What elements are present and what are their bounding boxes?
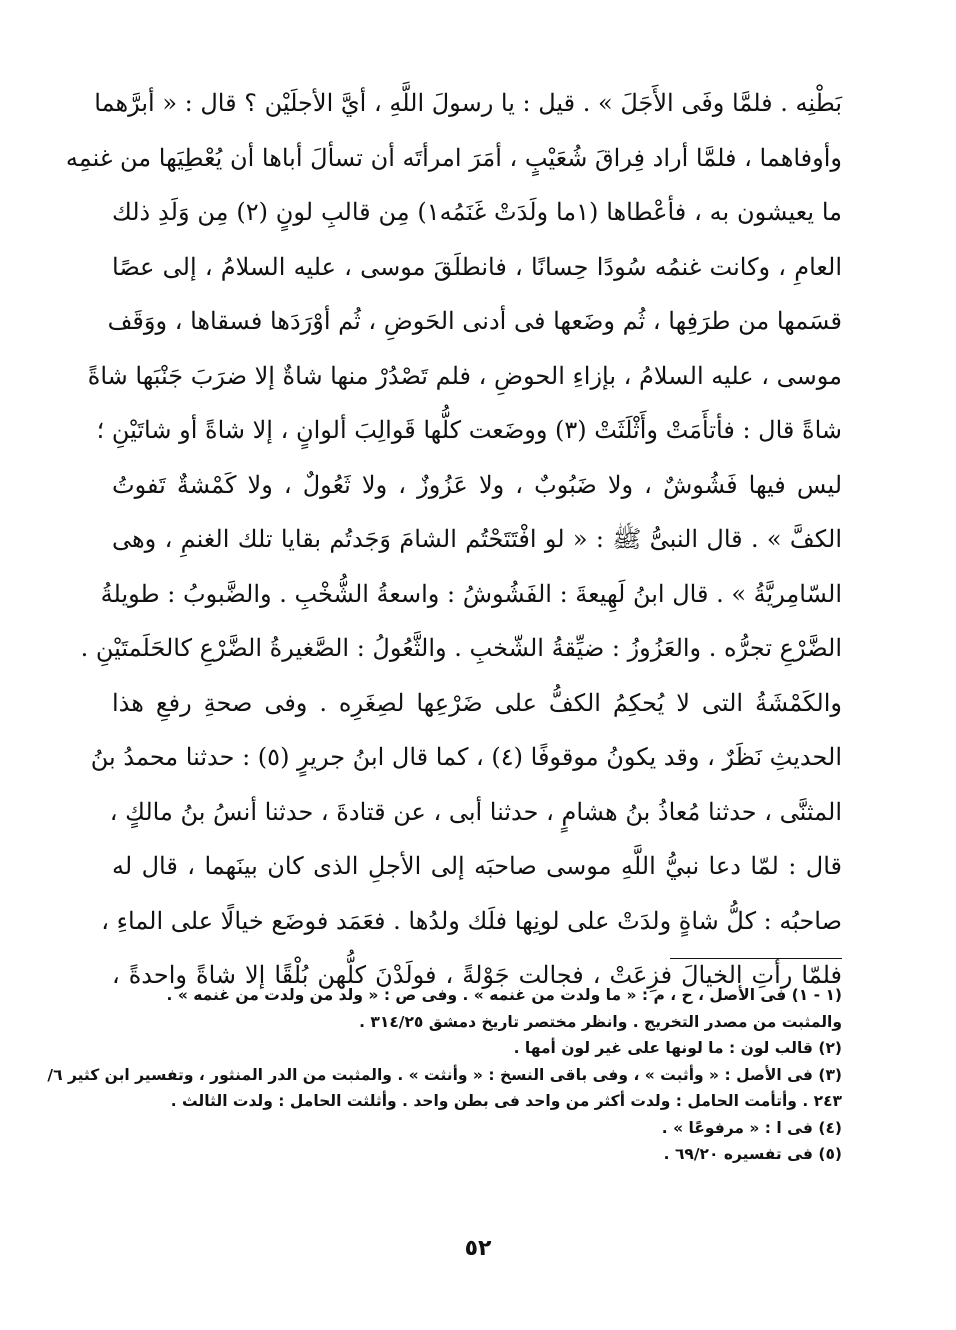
text-line: الحديثِ نَظَرٌ ، وقد يكونُ موقوفًا (٤) ، كما قال ابنُ جريرٍ (٥) : حدثنا محمدُ بنُ bbox=[90, 743, 842, 771]
main-text bbox=[65, 76, 842, 1003]
text-line: موسى ، عليه السلامُ ، بإزاءِ الحوضِ ، فلم تَصْدُرْ منها شاةٌ إلا ضرَبَ جَنْبَها شاةً bbox=[87, 361, 842, 390]
text-line: شاةً قال : فأتأَمَتْ وأَثْلَثَتْ (٣) ووضَعت كلُّها قَوالِبَ ألوانٍ ، إلا شاةً أو شاتَيْنِ ؛ bbox=[96, 416, 842, 444]
text-line: السّامِريَّةُ » . قال ابنُ لَهِيعةَ : الفَشُوشُ : واسعةُ الشُّخْبِ . والضَّبوبُ : طويلةُ bbox=[100, 579, 842, 608]
text-line: بَطْنِه . فلمَّا وفَى الأَجَلَ » . قيل : يا رسولَ اللَّهِ ، أيَّ الأجلَيْن ؟ قال : « أبرَّهما bbox=[94, 89, 842, 117]
footnote-line: والمثبت من مصدر التخريج . وانظر مختصر تاريخ دمشق ٣١٤/٢٥ . bbox=[359, 1012, 842, 1031]
footnote-line: (١ - ١) فى الأصل ، ح ، م : « ما ولدت من غنمه » . وفى ص : « ولد من ولدت من غنمه » . bbox=[166, 986, 842, 1004]
text-line: المثنَّى ، حدثنا مُعاذُ بنُ هشامٍ ، حدثنا أبى ، عن قتادةَ ، حدثنا أنسُ بنُ مالكٍ ، bbox=[109, 797, 842, 826]
text-line: فلمّا رأتِ الخيالَ فزِعَتْ ، فجالت جَوْلةً ، فولَدْنَ كلُّهن بُلْقًا إلا شاةً واحدةً ، bbox=[112, 961, 842, 989]
text-line: الضَّرْعِ تجرُّه . والعَزُوزُ : ضيِّقةُ الشّخبِ . والثَّعُولُ : الصَّغيرةُ الضَّرْعِ كالحَلَمتَيْنِ . bbox=[80, 634, 842, 662]
text-line: العامِ ، وكانت غنمُه سُودًا حِسانًا ، فانطلَقَ موسى ، عليه السلامُ ، إلى عصًا bbox=[112, 252, 842, 281]
footnote-line: (٣) فى الأصل : « وأثبت » ، وفى باقى النسخ : « وأنثت » . والمثبت من الدر المنثور ، وتفسير ابن كثير ٦/ bbox=[47, 1065, 842, 1084]
text-line: وأوفاهما ، فلمَّا أراد فِراقَ شُعَيْبٍ ، أمَرَ امرأتَه أن تسألَ أباها أن يُعْطِيَها من غنمِه bbox=[65, 143, 842, 172]
page-number: ٥٢ bbox=[464, 1236, 492, 1261]
footnote-separator bbox=[670, 958, 842, 959]
footnote-line: (٤) فى ا : « مرفوعًا » . bbox=[661, 1118, 842, 1137]
text-line: الكفَّ » . قال النبىُّ ﷺ : « لو افْتَتَحْتُم الشامَ وَجَدتُم بقايا تلك الغنمِ ، وهى bbox=[112, 525, 842, 553]
text-line: والكَمْشَةُ التى لا يُحكِمُ الكفُّ على ضَرْعِها لصِغَرِه . وفى صحةِ رفعِ هذا bbox=[112, 688, 842, 717]
text-line: ما يعيشون به ، فأعْطاها (١ما ولَدَتْ غَنَمُه١) مِن قالبِ لونٍ (٢) مِن وَلَدِ ذلك bbox=[112, 198, 842, 226]
text-line: صاحبُه : كلُّ شاةٍ ولدَتْ على لونِها فلَك ولدُها . فعَمَد فوضَع خيالًا على الماءِ ، bbox=[101, 906, 842, 935]
footnotes bbox=[47, 982, 842, 1168]
footnote-line: (٢) قالب لون : ما لونها على غير لون أمها . bbox=[513, 1039, 842, 1057]
text-line: قال : لمّا دعا نبيُّ اللَّهِ موسى صاحبَه إلى الأجلِ الذى كان بينَهما ، قال له bbox=[112, 852, 842, 880]
text-line: قسَمها من طرَفِها ، ثُم وضَعها فى أدنى الحَوضِ ، ثُم أوْرَدَها فسقاها ، ووَقَف bbox=[107, 307, 842, 335]
footnote-line: ٢٤٣ . وأتأمت الحامل : ولدت أكثر من واحد فى بطن واحد . وأثلثت الحامل : ولدت الثالث . bbox=[170, 1092, 842, 1110]
footnote-line: (٥) فى تفسيره ٦٩/٢٠ . bbox=[663, 1145, 842, 1163]
text-line: ليس فيها فَشُوشٌ ، ولا ضَبُوبٌ ، ولا عَزُوزٌ ، ولا ثَعُولٌ ، ولا كَمْشةٌ تَفوتُ bbox=[112, 470, 842, 499]
